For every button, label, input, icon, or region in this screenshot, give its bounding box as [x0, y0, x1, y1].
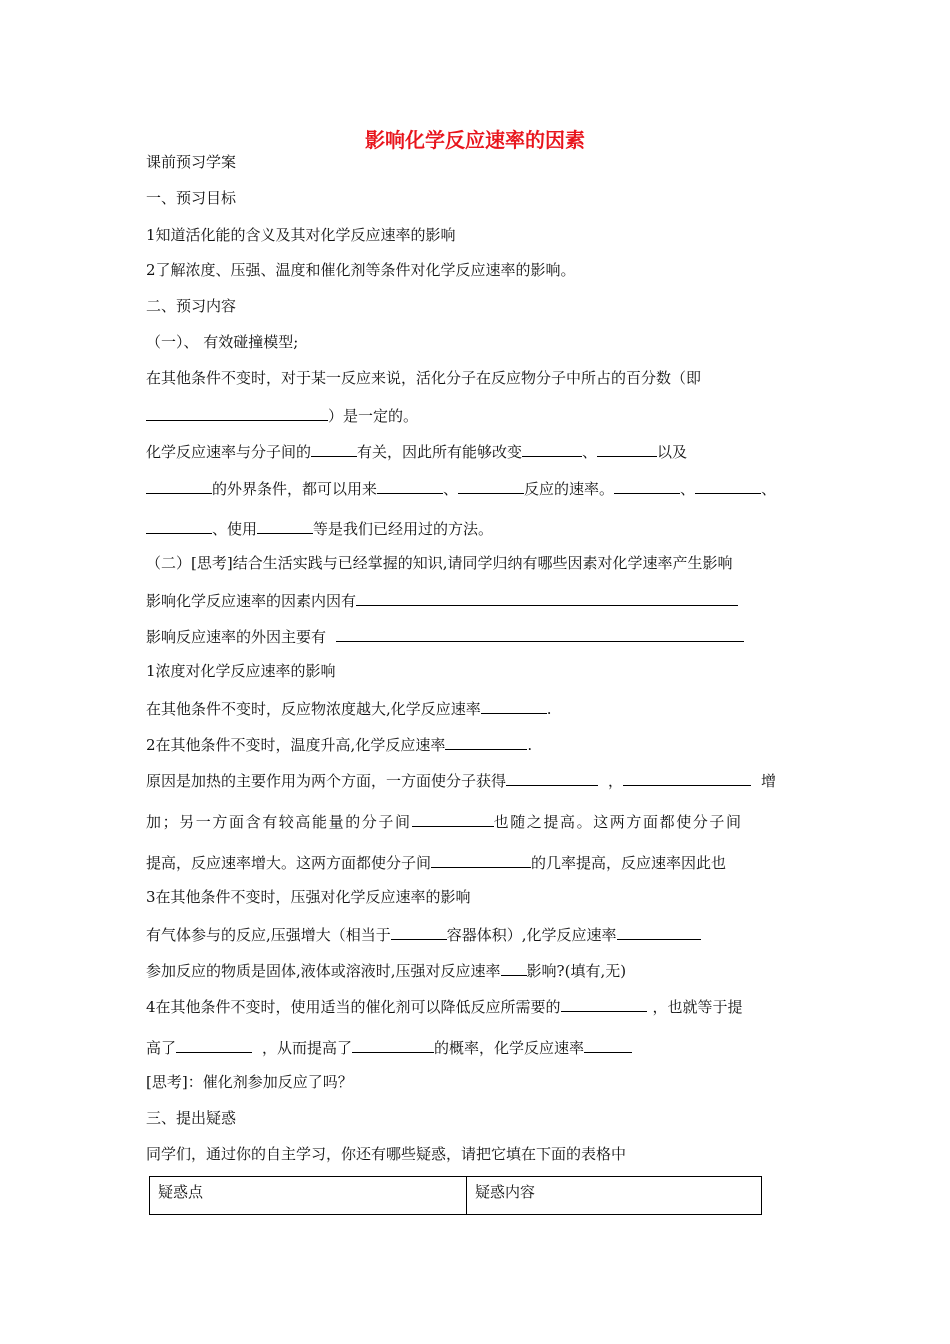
fill-blank[interactable]: [146, 517, 212, 534]
document-title: 影响化学反应速率的因素: [365, 128, 585, 152]
fill-blank[interactable]: [146, 404, 328, 421]
section2-heading: 二、预习内容: [146, 297, 237, 315]
subtitle: 课前预习学案: [146, 153, 237, 171]
fill-blank[interactable]: [584, 1036, 632, 1053]
fill-blank[interactable]: [695, 477, 761, 494]
fill-blank[interactable]: [506, 769, 598, 786]
fill-blank[interactable]: [614, 477, 680, 494]
fill-blank[interactable]: [311, 440, 357, 457]
fill-blank[interactable]: [412, 810, 494, 827]
subsection-think: （二）[思考]结合生活实践与已经掌握的知识,请同学归纳有哪些因素对化学速率产生影响: [146, 554, 733, 572]
catalyst-line-2: 高了 ，从而提高了 的概率，化学反应速率: [146, 1036, 632, 1058]
goal-item-1: 1知道活化能的含义及其对化学反应速率的影响: [146, 226, 456, 244]
pressure-line: 有气体参与的反应,压强增大（相当于 容器体积）,化学反应速率: [146, 923, 701, 945]
fill-blank[interactable]: [391, 923, 447, 940]
table-header-doubt-content: 疑惑内容: [467, 1177, 762, 1215]
reason-line-1: 原因是加热的主要作用为两个方面，一方面使分子获得 ， 增: [146, 769, 776, 791]
paragraph-collision: 化学反应速率与分子间的 有关，因此所有能够改变 、 以及: [146, 440, 687, 462]
external-factors-line: 影响反应速率的外因主要有: [146, 625, 744, 647]
internal-factors-line: 影响化学反应速率的因素内因有: [146, 589, 738, 611]
solid-liquid-line: 参加反应的物质是固体,液体或溶液时,压强对反应速率 影响?(填有,无): [146, 959, 626, 981]
fill-blank[interactable]: [623, 769, 751, 786]
fill-blank[interactable]: [501, 959, 527, 976]
fill-blank[interactable]: [481, 697, 547, 714]
fill-blank[interactable]: [617, 923, 701, 940]
fill-blank[interactable]: [431, 851, 531, 868]
paragraph-methods: 、使用 等是我们已经用过的方法。: [146, 517, 493, 539]
subsection-collision-model: （一）、 有效碰撞模型;: [146, 333, 299, 351]
fill-blank[interactable]: [257, 517, 313, 534]
fill-blank[interactable]: [352, 1036, 434, 1053]
table-header-doubt-point: 疑惑点: [150, 1177, 467, 1215]
section3-heading: 三、提出疑惑: [146, 1109, 237, 1127]
pressure-title: 3在其他条件不变时，压强对化学反应速率的影响: [146, 888, 471, 906]
fill-blank[interactable]: [597, 440, 657, 457]
paragraph-conditions: 的外界条件，都可以用来 、 反应的速率。 、 、: [146, 477, 776, 499]
paragraph-activation: 在其他条件不变时，对于某一反应来说，活化分子在反应物分子中所占的百分数（即: [146, 369, 702, 387]
concentration-title: 1浓度对化学反应速率的影响: [146, 662, 336, 680]
reason-line-2: 加；另一方面含有较高能量的分子间 也随之提高。这两方面都使分子间: [146, 810, 743, 832]
think-question: [思考]：催化剂参加反应了吗？: [146, 1073, 353, 1091]
temperature-line: 2在其他条件不变时，温度升高,化学反应速率 .: [146, 733, 532, 755]
paragraph-activation-cont: ）是一定的。: [146, 404, 418, 426]
table-header-row: [150, 1177, 762, 1215]
fill-blank[interactable]: [377, 477, 443, 494]
catalyst-line-1: 4在其他条件不变时，使用适当的催化剂可以降低反应所需要的 ，也就等于提: [146, 995, 743, 1017]
fill-blank[interactable]: [356, 589, 738, 606]
fill-blank[interactable]: [561, 995, 647, 1012]
goal-item-2: 2了解浓度、压强、温度和催化剂等条件对化学反应速率的影响。: [146, 261, 576, 279]
fill-blank[interactable]: [445, 733, 527, 750]
fill-blank[interactable]: [522, 440, 582, 457]
section3-intro: 同学们，通过你的自主学习，你还有哪些疑惑，请把它填在下面的表格中: [146, 1145, 627, 1163]
fill-blank[interactable]: [176, 1036, 252, 1053]
fill-blank[interactable]: [146, 477, 212, 494]
reason-line-3: 提高，反应速率增大。这两方面都使分子间 的几率提高，反应速率因此也: [146, 851, 726, 873]
fill-blank[interactable]: [336, 625, 744, 642]
fill-blank[interactable]: [458, 477, 524, 494]
doubts-table: [149, 1176, 762, 1215]
section1-heading: 一、预习目标: [146, 189, 237, 207]
concentration-line: 在其他条件不变时，反应物浓度越大,化学反应速率 .: [146, 697, 552, 719]
